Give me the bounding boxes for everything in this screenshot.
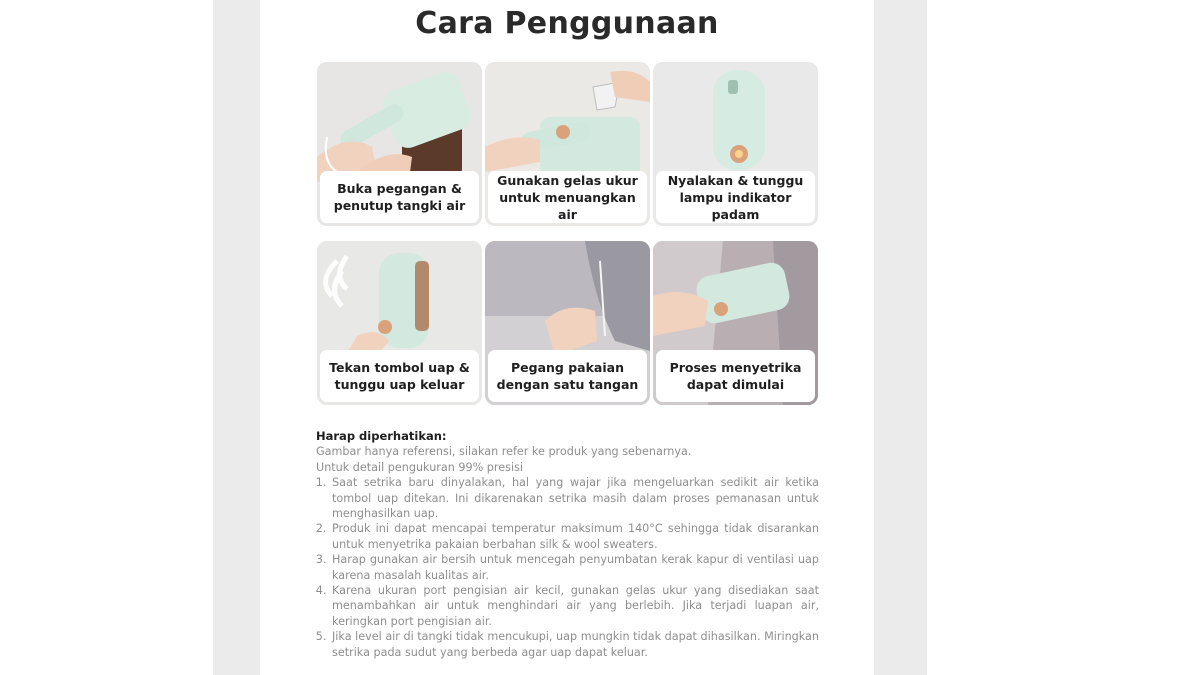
list-item: 2. Produk ini dapat mencapai temperatur maksimum 140°C sehingga tidak disarankan untuk menyetrika pakaian berbahan silk & wool sweaters. [330, 521, 819, 552]
list-item: 4. Karena ukuran port pengisian air kecil, gunakan gelas ukur yang disediakan saat menambahkan air untuk menghindari air yang berlebih. Jika terjadi luapan air, keringkan port pengisian air. [330, 583, 819, 629]
list-item: 5. Jika level air di tangki tidak mencukupi, uap mungkin tidak dapat dihasilkan. Miringkan setrika pada sudut yang berbeda agar uap dapat keluar. [330, 629, 819, 660]
notes-heading: Harap diperhatikan: [316, 429, 447, 443]
step-caption: Tekan tombol uap & tunggu uap keluar [320, 350, 479, 402]
notes-section [316, 429, 819, 660]
list-item: 1. Saat setrika baru dinyalakan, hal yang wajar jika mengeluarkan sedikit air ketika tombol uap ditekan. Ini dikarenakan setrika masih dalam proses pemanasan untuk menghasilkan uap. [330, 475, 819, 521]
usage-steps-grid [317, 62, 819, 406]
step-card-2 [485, 62, 650, 226]
step-caption: Buka pegangan & penutup tangki air [320, 171, 479, 223]
step-card-4 [317, 241, 482, 405]
step-caption: Proses menyetrika dapat dimulai [656, 350, 815, 402]
step-caption: Nyalakan & tunggu lampu indikator padam [656, 171, 815, 223]
page-title: Cara Penggunaan [415, 6, 719, 41]
step-card-1 [317, 62, 482, 226]
step-caption: Pegang pakaian dengan satu tangan [488, 350, 647, 402]
step-card-6 [653, 241, 818, 405]
step-card-3 [653, 62, 818, 226]
step-card-5 [485, 241, 650, 405]
notes-list [316, 475, 819, 660]
step-caption: Gunakan gelas ukur untuk menuangkan air [488, 171, 647, 223]
notes-disclaimer: Gambar hanya referensi, silakan refer ke produk yang sebenarnya. [316, 445, 692, 459]
list-item: 3. Harap gunakan air bersih untuk mencegah penyumbatan kerak kapur di ventilasi uap karena masalah kualitas air. [330, 552, 819, 583]
product-info-sheet [260, 0, 874, 675]
notes-precision: Untuk detail pengukuran 99% presisi [316, 460, 524, 474]
